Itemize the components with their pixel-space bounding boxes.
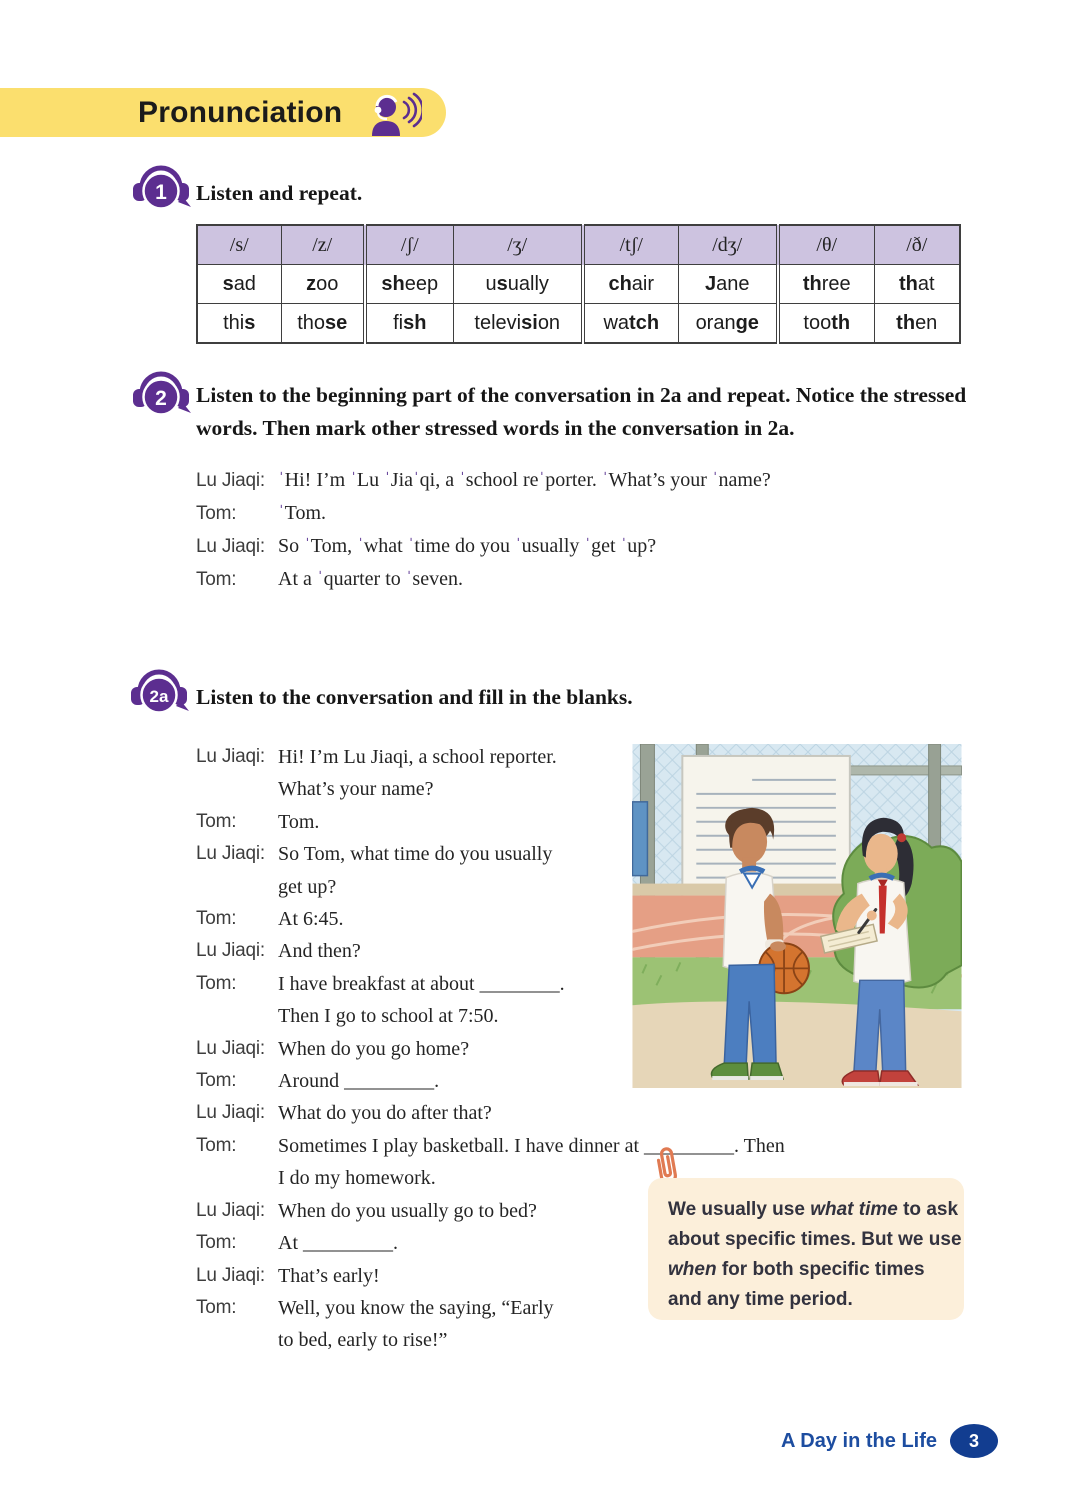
phonics-table-header-row (197, 225, 960, 265)
dialogue-text (278, 1033, 469, 1065)
dialogue-text (278, 1195, 537, 1227)
stress-dialogue (196, 464, 771, 596)
speaker-label: Lu Jiaqi: (196, 940, 265, 962)
section-badge-2 (130, 365, 192, 421)
schoolyard-illustration (632, 744, 962, 1088)
stress-mark: ˈ (304, 535, 311, 557)
stress-mark: ˈ (350, 469, 357, 491)
dialogue-line: I do my homework. (278, 1167, 436, 1190)
word-cell: usually (453, 265, 583, 304)
speaker-label: Tom: (196, 810, 237, 832)
dialogue-line: Then I go to school at 7:50. (278, 1005, 499, 1028)
dialogue-text (278, 464, 771, 497)
page-number-badge (950, 1424, 998, 1458)
dialogue-text (278, 1292, 554, 1357)
stress-mark: ˈ (405, 568, 413, 590)
dialogue-row (196, 530, 771, 563)
dialogue-line: ˈHi! I’m ˈLu ˈJiaˈqi, a ˈschool reˈporter. ˈWhat’s your ˈname? (278, 469, 771, 491)
speaker-label: Lu Jiaqi: (196, 1102, 265, 1124)
headphones-icon (130, 159, 192, 215)
section-2-title: Listen to the beginning part of the conversation in 2a and repeat. Notice the stressed words. Then mark other stressed words in the conversation in 2a. (196, 383, 967, 440)
dialogue-line: At a ˈquarter to ˈseven. (278, 568, 463, 590)
word-cell: orange (678, 304, 778, 344)
speaker-label: Lu Jiaqi: (196, 1264, 265, 1286)
note-line: and any time period. (668, 1289, 853, 1310)
speaker-label: Tom: (196, 972, 237, 994)
speaker-label: Lu Jiaqi: (196, 1199, 265, 1221)
dialogue-text (278, 1227, 398, 1259)
section-2a-title: Listen to the conversation and fill in the blanks. (196, 685, 633, 709)
word-cell: then (874, 304, 960, 344)
dialogue-text (278, 530, 656, 563)
dialogue-line: What’s your name? (278, 778, 434, 801)
banner-title: Pronunciation (138, 95, 343, 129)
dialogue-line: Tom. (278, 810, 320, 833)
stress-mark: ˈ (278, 469, 285, 491)
phoneme-header-cell: /tʃ/ (583, 225, 678, 265)
speaker-label: Lu Jiaqi: (196, 746, 265, 767)
page-number: 3 (968, 1430, 979, 1451)
note-line: We usually use what time to ask (668, 1199, 959, 1220)
word-cell: three (778, 265, 874, 304)
word-cell: Jane (678, 265, 778, 304)
dialogue-line: And then? (278, 940, 361, 963)
dialogue-row (196, 1097, 785, 1129)
dialogue-text (278, 563, 463, 596)
dialogue-line: I have breakfast at about ________. (278, 972, 565, 995)
word-row (197, 265, 960, 304)
stress-mark: ˈ (316, 568, 324, 590)
word-cell: this (197, 304, 281, 344)
pronunciation-banner (0, 88, 446, 137)
dialogue-row (196, 563, 771, 596)
dialogue-text (278, 968, 565, 1033)
dialogue-line: At 6:45. (278, 908, 344, 931)
svg-text:2a: 2a (149, 687, 169, 706)
stress-mark: ˈ (584, 535, 592, 557)
dialogue-line: That’s early! (278, 1264, 380, 1287)
stress-mark: ˈ (601, 469, 609, 491)
word-cell: those (281, 304, 365, 344)
dialogue-text (278, 806, 319, 838)
stress-mark: ˈ (384, 469, 391, 491)
speaker-label: Tom: (196, 1232, 237, 1254)
phoneme-header-cell: /ð/ (874, 225, 960, 265)
stress-mark: ˈ (459, 469, 466, 491)
word-cell: sheep (365, 265, 453, 304)
speaker-label: Lu Jiaqi: (196, 536, 265, 557)
dialogue-line: Hi! I’m Lu Jiaqi, a school reporter. (278, 746, 557, 768)
dialogue-line: What do you do after that? (278, 1102, 492, 1125)
speaker-label: Lu Jiaqi: (196, 470, 265, 491)
dialogue-row (196, 497, 771, 530)
section-badge-1 (130, 159, 192, 215)
word-cell: sad (197, 265, 281, 304)
dialogue-line: Sometimes I play basketball. I have dinner at _________. Then (278, 1134, 785, 1157)
speaker-label: Tom: (196, 908, 237, 930)
stress-mark: ˈ (538, 469, 546, 491)
stress-mark: ˈ (357, 535, 364, 557)
word-cell: tooth (778, 304, 874, 344)
note-text (648, 1178, 964, 1315)
word-cell: fish (365, 304, 453, 344)
note-line: when for both specific times (668, 1259, 925, 1280)
speaker-label: Tom: (196, 1296, 237, 1318)
dialogue-line: When do you usually go to bed? (278, 1199, 537, 1222)
dialogue-line: At _________. (278, 1232, 398, 1255)
speaker-label: Lu Jiaqi: (196, 1037, 265, 1059)
word-row (197, 304, 960, 344)
dialogue-text (278, 1065, 439, 1097)
word-cell: zoo (281, 265, 365, 304)
phoneme-header-cell: /dʒ/ (678, 225, 778, 265)
speaker-label: Tom: (196, 503, 237, 524)
speaker-label: Tom: (196, 1134, 237, 1156)
word-cell: television (453, 304, 583, 344)
dialogue-text (278, 1260, 380, 1292)
dialogue-text (278, 903, 344, 935)
section-badge-2a (128, 663, 190, 719)
speaker-label: Tom: (196, 1070, 237, 1092)
phonics-table-body (197, 265, 960, 344)
svg-text:1: 1 (155, 181, 167, 204)
unit-title: A Day in the Life (781, 1429, 937, 1452)
dialogue-line: Well, you know the saying, “Early (278, 1296, 554, 1319)
svg-text:2: 2 (155, 387, 167, 410)
dialogue-row (196, 464, 771, 497)
usage-note (648, 1178, 964, 1320)
phoneme-header-cell: /ʃ/ (365, 225, 453, 265)
word-cell: watch (583, 304, 678, 344)
dialogue-line: When do you go home? (278, 1037, 470, 1060)
phoneme-header-cell: /z/ (281, 225, 365, 265)
phonics-table (196, 224, 961, 344)
note-line: about specific times. But we use (668, 1229, 962, 1250)
stress-mark: ˈ (407, 535, 415, 557)
section-1-title: Listen and repeat. (196, 181, 363, 205)
phoneme-header-cell: /s/ (197, 225, 281, 265)
dialogue-line: Around _________. (278, 1070, 440, 1093)
dialogue-line: So Tom, what time do you usually (278, 843, 553, 866)
speaker-person-icon (366, 92, 422, 138)
word-cell: chair (583, 265, 678, 304)
dialogue-line: to bed, early to rise!” (278, 1329, 448, 1352)
dialogue-line: So ˈTom, ˈwhat ˈtime do you ˈusually ˈget ˈup? (278, 535, 657, 557)
headphones-icon (130, 365, 192, 421)
headphones-icon (128, 663, 190, 719)
phoneme-header-cell: /ʒ/ (453, 225, 583, 265)
dialogue-line: ˈTom. (278, 502, 327, 524)
stress-mark: ˈ (514, 535, 522, 557)
dialogue-text (278, 935, 361, 967)
speaker-label: Tom: (196, 569, 237, 590)
dialogue-text (278, 741, 557, 806)
stress-mark: ˈ (278, 502, 285, 524)
stress-mark: ˈ (620, 535, 628, 557)
stress-mark: ˈ (711, 469, 719, 491)
phoneme-header-cell: /θ/ (778, 225, 874, 265)
dialogue-line: get up? (278, 875, 337, 898)
page-footer (781, 1424, 998, 1458)
word-cell: that (874, 265, 960, 304)
ground (632, 1001, 961, 1088)
dialogue-text (278, 838, 552, 903)
dialogue-text (278, 1097, 492, 1129)
stress-mark: ˈ (413, 469, 420, 491)
speaker-label: Lu Jiaqi: (196, 843, 265, 865)
dialogue-text (278, 497, 326, 530)
